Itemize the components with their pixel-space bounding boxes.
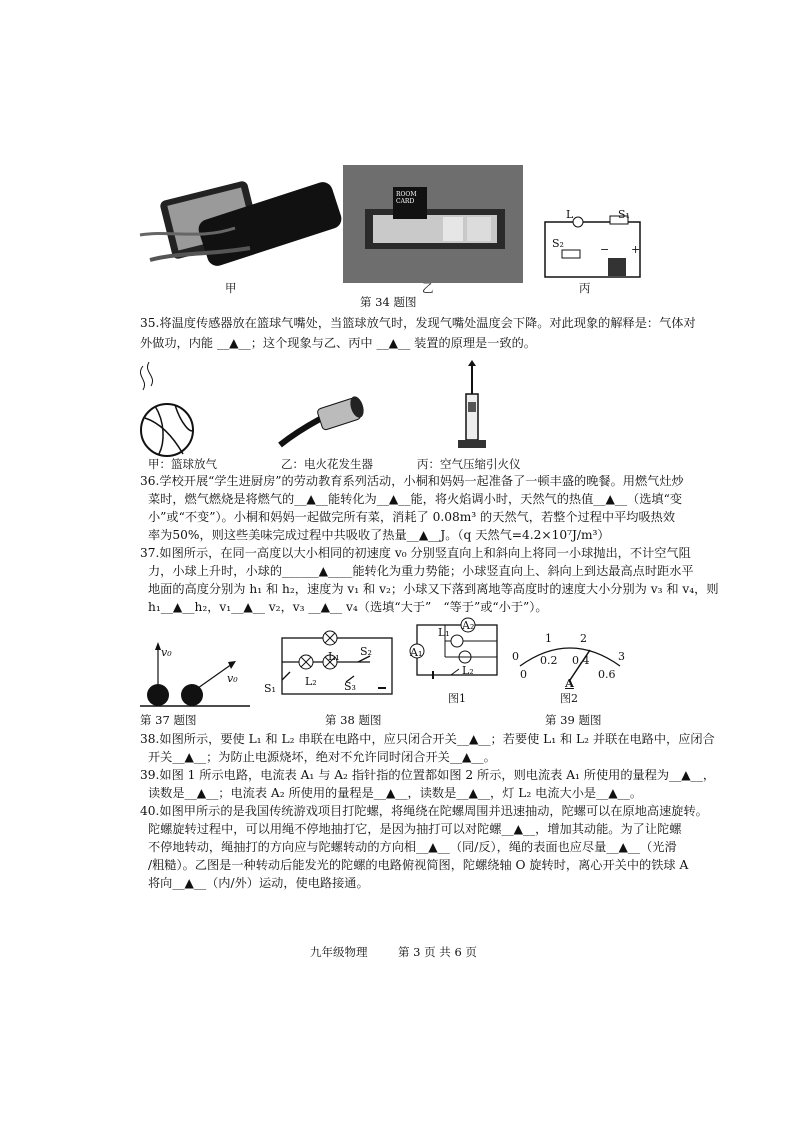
q36-line-1: 36.学校开展“学生进厨房”的劳动教育系列活动，小桐和妈妈一起准备了一顿丰盛的晚餐。用燃气灶炒 [140, 474, 684, 488]
q37-line-3: 地面的高度分别为 h₁ 和 h₂，速度为 v₁ 和 v₂；小球又下落到离地等高度时的速度大小分别为 v₃ 和 v₄，则 [148, 582, 719, 596]
q38-line-1: 38.如图所示，要使 L₁ 和 L₂ 串联在电路中，应只闭合开关__▲__；若要使 L₁ 和 L₂ 并联在电路中，应闭合 [140, 732, 715, 746]
q35-caption-b: 乙：电火花发生器 [281, 457, 373, 471]
figure-39-fig1-label: 图1 [448, 692, 466, 705]
figure-39-scale-bottom-2: 0.4 [572, 654, 590, 667]
spark-generator-drawing [275, 385, 375, 455]
q40-line-1: 40.如图甲所示的是我国传统游戏项目打陀螺，将绳绕在陀螺周围并迅速抽动，陀螺可以在原地高速旋转。 [140, 804, 708, 818]
q36-line-3: 小”或“不变”）。小桐和妈妈一起做完所有菜，消耗了 0.08m³ 的天然气，若整个过程中平均吸热效 [148, 510, 676, 524]
circuit-label-plus: + [631, 243, 641, 256]
figure-34 [140, 160, 660, 310]
circuit-label-S1: S₁ [618, 208, 630, 221]
q40-line-5: 将向__▲__（内/外）运动，使电路接通。 [148, 876, 369, 890]
air-compression-igniter-drawing [452, 358, 492, 458]
figure-39-end-3: 3 [618, 650, 625, 663]
figure-38-L1: L₁ [328, 650, 340, 663]
room-card-text: ROOM CARD [396, 191, 417, 205]
figure-39-unit: A [565, 676, 574, 690]
figure-39-L1: L₁ [438, 626, 450, 639]
q36-line-4: 率为50%，则这些美味完成过程中共吸收了热量__▲__J。（q 天然气=4.2×10⁷J/m³） [148, 528, 610, 542]
q35-line-2: 外做功，内能 __▲__；这个现象与乙、丙中 __▲__ 装置的原理是一致的。 [140, 336, 536, 350]
figure-39-scale-top-1: 1 [545, 632, 552, 645]
figure-38-caption: 第 38 题图 [325, 713, 382, 727]
figure-39-L2: L₂ [462, 664, 474, 677]
q36-line-2: 菜时，燃气燃烧是将燃气的__▲__能转化为__▲__能，将火焰调小时，天然气的热值__▲__（选填“变 [148, 492, 683, 506]
figure-37-caption: 第 37 题图 [140, 713, 197, 727]
room-card-slot-photo [343, 165, 523, 283]
q35-caption-a: 甲：篮球放气 [148, 457, 217, 471]
figure-39-caption: 第 39 题图 [545, 713, 602, 727]
figure-39-A1: A₁ [410, 646, 423, 659]
figure-34-caption: 第 34 题图 [360, 295, 417, 309]
figure-38-S3: S₃ [344, 680, 356, 693]
circuit-label-S2: S₂ [552, 237, 564, 250]
circuit-label-minus: − [600, 243, 610, 256]
phone-powerbank-photo [140, 160, 340, 280]
q35-line-1: 35.将温度传感器放在篮球气嘴处，当篮球放气时，发现气嘴处温度会下降。对此现象的解释是：气体对 [140, 316, 696, 330]
figure-39-scale-bottom-1: 0.2 [540, 654, 558, 667]
figure-34-label-b: 乙 [422, 281, 434, 295]
q40-line-4: /粗糙）。乙图是一种转动后能发光的陀螺的电路俯视简图，陀螺绕轴 O 旋转时，离心开关中的铁球 A [148, 858, 689, 872]
q37-line-4: h₁__▲__h₂，v₁__▲__ v₂，v₃ __▲__ v₄（选填“大于” “等于”或“小于”）。 [148, 600, 548, 614]
footer-subject: 九年级物理 [310, 945, 368, 959]
q35-caption-c: 丙：空气压缩引火仪 [417, 457, 521, 471]
figure-34-label-c: 丙 [579, 281, 591, 295]
circuit-label-L: L [566, 208, 574, 221]
figure-39-end-06: 0.6 [598, 668, 616, 681]
q40-line-2: 陀螺旋转过程中，可以用绳不停地抽打它，是因为抽打可以对陀螺__▲__，增加其动能。为了让陀螺 [148, 822, 682, 836]
figure-39-A2: A₂ [462, 619, 475, 632]
q37-line-2: 力，小球上升时，小球的______▲____能转化为重力势能；小球竖直向上、斜向上到达最高点时距水平 [148, 564, 694, 578]
q40-line-3: 不停地转动，绳抽打的方向应与陀螺转动的方向相__▲__（同/反），绳的表面也应尽量__▲__（光滑 [148, 840, 677, 854]
figure-39-end-0a: 0 [512, 650, 519, 663]
figure-38-S2: S₂ [360, 645, 372, 658]
figure-37-v0-b: v₀ [227, 672, 238, 685]
figure-39-scale-top-2: 2 [580, 632, 587, 645]
basketball-drawing [135, 358, 205, 458]
q38-line-2: 开关__▲__；为防止电源烧坏，绝对不允许同时闭合开关__▲__。 [148, 750, 496, 764]
figure-37-v0-a: v₀ [161, 646, 172, 659]
footer-page-number: 第 3 页 共 6 页 [398, 945, 477, 959]
q37-line-1: 37.如图所示，在同一高度以大小相同的初速度 v₀ 分别竖直向上和斜向上将同一小球抛出，不计空气阻 [140, 546, 691, 560]
q39-line-2: 读数是__▲__；电流表 A₂ 所使用的量程是__▲__，读数是__▲__，灯 L₂ 电流大小是__▲__。 [148, 786, 643, 800]
q39-line-1: 39.如图 1 所示电路，电流表 A₁ 与 A₂ 指针指的位置都如图 2 所示，则电流表 A₁ 所使用的量程为__▲__， [140, 768, 716, 782]
figure-38-S1: S₁ [264, 682, 276, 695]
figure-39-fig2-label: 图2 [560, 692, 578, 705]
figure-38-L2: L₂ [305, 675, 317, 688]
figure-34-label-a: 甲 [225, 281, 237, 295]
figure-38-circuit [270, 632, 400, 706]
figure-39-end-0b: 0 [520, 668, 527, 681]
